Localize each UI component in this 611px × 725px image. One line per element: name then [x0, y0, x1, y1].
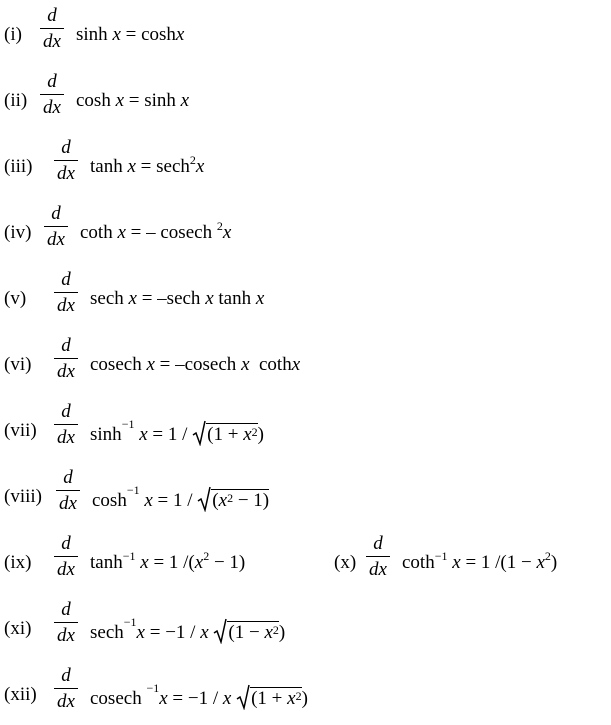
formula-expression: $\tanh^{-1} x = 1$ $/(x^2 - 1)$	[90, 549, 246, 573]
derivative-operator: d dx	[44, 202, 68, 253]
formula-label: (vi)	[4, 354, 32, 375]
formula-label: (x)	[334, 552, 357, 573]
formula-label: (iv)	[4, 222, 32, 243]
derivative-operator: d dx	[40, 4, 64, 55]
square-root-symbol: ($1 - x^2$	[213, 618, 278, 644]
derivative-operator: d dx	[54, 334, 78, 385]
formula-label: (iii)	[4, 156, 33, 177]
formula-expression: cosech x = –cosech x cothx	[90, 354, 301, 375]
formula-expression: coth x = – cosech $^2$x	[80, 219, 232, 243]
derivative-operator: d dx	[54, 136, 78, 187]
formula-label: (i)	[4, 24, 22, 45]
formula-expression: coth$^{-1}$ x = 1 $/(1 - x^2)$	[402, 549, 558, 573]
formula-label: (ix)	[4, 552, 32, 573]
square-root-symbol: $(x^2 - 1)$	[197, 486, 269, 512]
formula-expression: sech$^{-1}$x = −1 / x ($1 - x^2$ )	[90, 615, 286, 643]
formula-expression: tanh x = sech$^2$x	[90, 153, 205, 177]
derivative-operator: d dx	[54, 268, 78, 319]
formula-label: (vii)	[4, 420, 37, 441]
derivative-operator: d dx	[56, 466, 80, 517]
formula-expression: sech x = –sech x tanh x	[90, 288, 265, 309]
square-root-symbol: ($1 + x^2$	[236, 684, 301, 710]
derivative-operator: d dx	[54, 532, 78, 583]
formula-label: (xii)	[4, 684, 37, 705]
formula-label: (viii)	[4, 486, 42, 507]
formula-expression: cosh x = sinh x	[76, 90, 190, 111]
derivative-operator: d dx	[40, 70, 64, 121]
formula-label: (ii)	[4, 90, 28, 111]
formula-label: (v)	[4, 288, 27, 309]
derivative-operator: d dx	[54, 400, 78, 451]
derivative-operator: d dx	[366, 532, 390, 583]
derivative-operator: d dx	[54, 664, 78, 715]
square-root-symbol: ($1 + x^2$	[192, 420, 257, 446]
formula-expression: $\sinh^{-1} x = 1$ / ($1 + x^2$ )	[90, 417, 264, 445]
derivative-operator: d dx	[54, 598, 78, 649]
formula-label: (xi)	[4, 618, 32, 639]
formula-expression: $\cosh^{-1} x = 1$ / $(x^2 - 1)$	[92, 483, 270, 511]
formula-expression: sinh x = coshx	[76, 24, 185, 45]
formula-expression: cosech $^{-1}$x = −1 / x ($1 + x^2$ )	[90, 681, 308, 709]
